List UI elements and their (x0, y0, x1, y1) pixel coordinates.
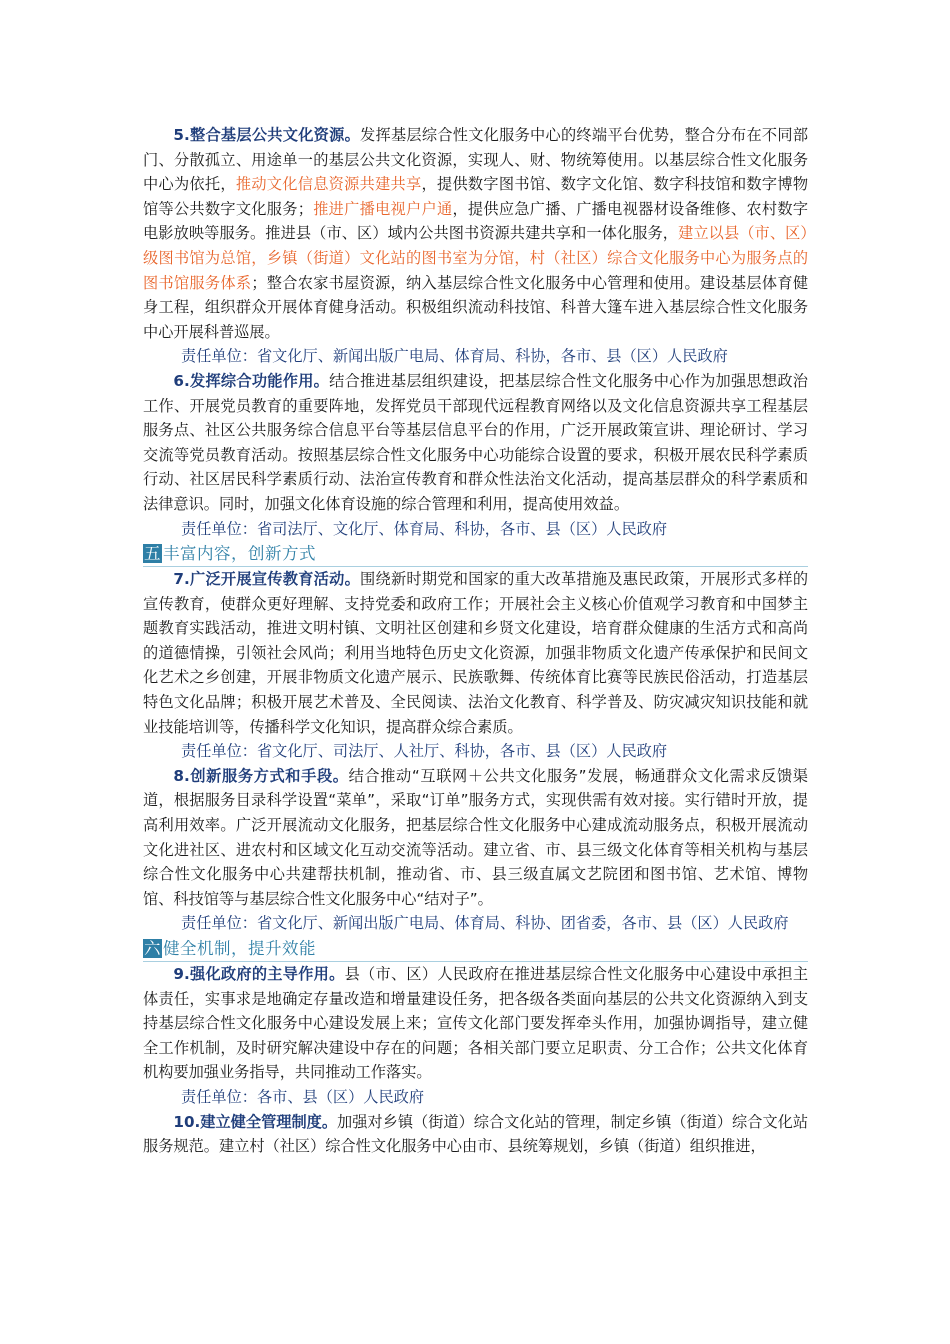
responsible-units: 责任单位：省司法厅、文化厅、体育局、科协，各市、县（区）人民政府 (181, 519, 667, 538)
paragraph-lead: 8.创新服务方式和手段。 (173, 766, 349, 785)
body-text: ；整合农家书屋资源，纳入基层综合性文化服务中心管理和使用。建设基层体育健身工程，组织群众开展体育健身活动。积极组织流动科技馆、科普大篷车进入基层综合性文化服务中心开展科普巡展。 (143, 273, 809, 341)
paragraph-lead: 10.建立健全管理制度。 (173, 1112, 338, 1131)
section-heading (143, 936, 808, 962)
paragraph (143, 962, 808, 1085)
responsible-units: 责任单位：各市、县（区）人民政府 (181, 1087, 424, 1106)
responsible-units: 责任单位：省文化厅、司法厅、人社厅、科协，各市、县（区）人民政府 (181, 742, 667, 761)
paragraph (143, 567, 808, 739)
paragraph (143, 369, 808, 517)
section-number: 六 (144, 939, 161, 958)
paragraph-lead: 9.强化政府的主导作用。 (173, 965, 345, 983)
section-number: 五 (144, 544, 161, 564)
paragraph-lead: 6.发挥综合功能作用。 (173, 371, 330, 390)
highlighted-text: 建立以县（市、区）级图书馆为总馆，乡镇（街道）文化站的图书室为分馆，村（社区）综合文化服务中心为服务点的图书馆服务体系 (143, 224, 809, 292)
body-text: 结合推动“互联网＋公共文化服务”发展，畅通群众文化需求反馈渠道，根据服务目录科学设置“菜单”，采取“订单”服务方式，实现供需有效对接。实行错时开放，提高利用效率。广泛开展流动文化服务，把基层综合性文化服务中心建成流动服务点，积极开展流动文化进社区、进农村和区域文化互动交流等活动。建立省、市、县三级文化体育等相关机构与基层综合性文化服务中心共建帮扶机制，推动省、市、县三级直属文艺院团和图书馆、艺术馆、博物馆、科技馆等与基层综合性文化服务中心“结对子”。 (143, 766, 808, 908)
paragraph (143, 123, 808, 344)
section-heading (143, 541, 808, 567)
paragraph-lead: 7.广泛开展宣传教育活动。 (173, 570, 361, 589)
highlighted-text: 推进广播电视户户通 (312, 199, 453, 218)
body-text: 围绕新时期党和国家的重大改革措施及惠民政策，开展形式多样的宣传教育，使群众更好理解、支持党委和政府工作；开展社会主义核心价值观学习教育和中国梦主题教育实践活动，推进文明村镇、文明社区创建和乡贤文化建设，培育群众健康的生活方式和高尚的道德情操，引领社会风尚；利用当地特色历史文化资源，加强非物质文化遗产传承保护和民间文化艺术之乡创建，开展非物质文化遗产展示、民族歌舞、传统体育比赛等民族民俗活动，打造基层特色文化品牌；积极开展艺术普及、全民阅读、法治文化教育、科学普及、防灾减灾知识技能和就业技能培训等，传播科学文化知识，提高群众综合素质。 (143, 570, 809, 736)
responsible-units: 责任单位：省文化厅、新闻出版广电局、体育局、科协，各市、县（区）人民政府 (181, 347, 728, 366)
paragraph (143, 764, 808, 912)
body-text: 发挥基层综合性文化服务中心的终端平台优势，整合分布在不同部门、分散孤立、用途单一的基层公共文化资源，实现人、财、物统筹使用。以基层综合性文化服务中心为依托， (143, 126, 809, 194)
body-text: 加强对乡镇（街道）综合文化站的管理，制定乡镇（街道）综合文化站服务规范。建立村（社区）综合性文化服务中心由市、县统筹规划，乡镇（街道）组织推进， (143, 1112, 809, 1156)
paragraph (143, 1110, 808, 1159)
body-text: 结合推进基层组织建设，把基层综合性文化服务中心作为加强思想政治工作、开展党员教育的重要阵地，发挥党员干部现代远程教育网络以及文化信息资源共享工程基层服务点、社区公共服务综合信息平台等基层信息平台的作用，广泛开展政策宣讲、理论研讨、学习交流等党员教育活动。按照基层综合性文化服务中心功能综合设置的要求，积极开展农民科学素质行动、社区居民科学素质行动、法治宣传教育和群众性法治文化活动，提高基层群众的科学素质和法律意识。同时，加强文化体育设施的综合管理和利用，提高使用效益。 (143, 371, 808, 513)
section-title: 健全机制，提升效能 (163, 939, 316, 958)
paragraph-lead: 5.整合基层公共文化资源。 (173, 126, 361, 144)
highlighted-text: 推动文化信息资源共建共享 (235, 175, 422, 194)
responsible-units: 责任单位：省文化厅、新闻出版广电局、体育局、科协、团省委，各市、县（区）人民政府 (181, 914, 789, 933)
document-body (143, 123, 808, 1159)
body-text: ，提供数字图书馆、数字文化馆、数字科技馆和数字博物馆等公共数字文化服务； (143, 175, 809, 218)
section-title: 丰富内容，创新方式 (163, 544, 316, 564)
body-text: 县（市、区）人民政府在推进基层综合性文化服务中心建设中承担主体责任，实事求是地确定存量改造和增量建设任务，把各级各类面向基层的公共文化资源纳入到支持基层综合性文化服务中心建设发展上来；宣传文化部门要发挥牵头作用，加强协调指导，建立健全工作机制，及时研究解决建设中存在的问题；各相关部门要立足职责、分工合作；公共文化体育机构要加强业务指导，共同推动工作落实。 (143, 965, 809, 1082)
body-text: ，提供应急广播、广播电视器材设备维修、农村数字电影放映等服务。推进县（市、区）域内公共图书资源共建共享和一体化服务， (143, 199, 809, 243)
